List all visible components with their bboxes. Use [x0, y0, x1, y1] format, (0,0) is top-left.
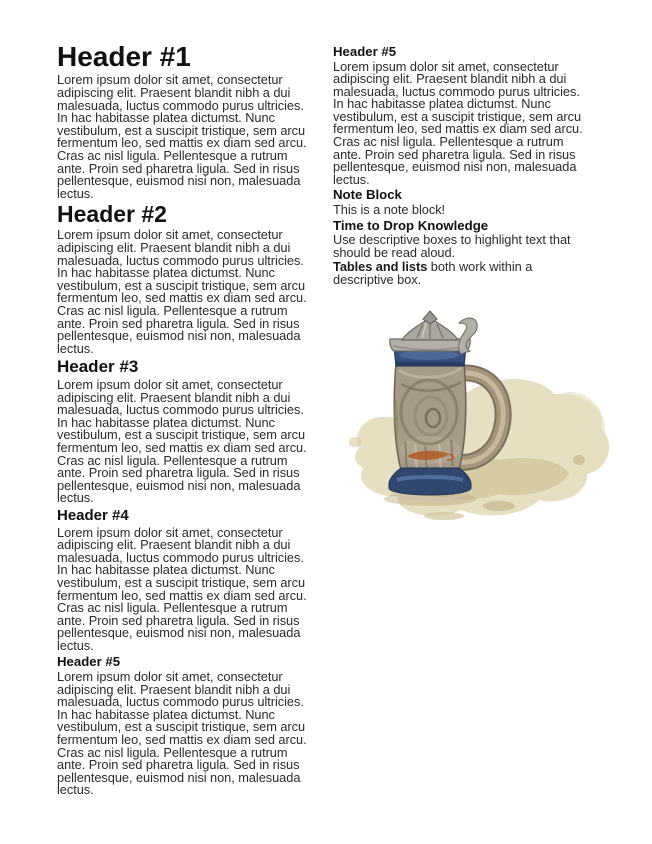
two-column-layout: [57, 42, 652, 799]
paragraph-4: Lorem ipsum dolor sit amet, consectetur adipiscing elit. Praesent blandit nibh a dui malesuada, luctus commodo purus ultricies. In hac habitasse platea dictumst. Nunc vestibulum, est a suscipit tristique, sem arcu fermentum leo, sed mattis ex diam sed arcu. Cras ac nisl ligula. Pellentesque a rutrum ante. Proin sed pharetra ligula. Sed in risus pellentesque, euismod nisi non, malesuada lectus.: [57, 524, 307, 653]
heading-4: Header #4: [57, 507, 129, 525]
note-block-title: Note Block: [333, 187, 402, 203]
knowledge-body: Use descriptive boxes to highlight text that should be read aloud.: [333, 232, 571, 260]
beer-stein-illustration: [349, 310, 619, 525]
paragraph-2: Lorem ipsum dolor sit amet, consectetur adipiscing elit. Praesent blandit nibh a dui malesuada, luctus commodo purus ultricies. In hac habitasse platea dictumst. Nunc vestibulum, est a suscipit tristique, sem arcu fermentum leo, sed mattis ex diam sed arcu. Cras ac nisl ligula. Pellentesque a rutrum ante. Proin sed pharetra ligula. Sed in risus pellentesque, euismod nisi non, malesuada lectus.: [57, 227, 307, 356]
knowledge-title: Time to Drop Knowledge: [333, 217, 489, 233]
paragraph-6: Lorem ipsum dolor sit amet, consectetur adipiscing elit. Praesent blandit nibh a dui malesuada, luctus commodo purus ultricies. In hac habitasse platea dictumst. Nunc vestibulum, est a suscipit tristique, sem arcu fermentum leo, sed mattis ex diam sed arcu. Cras ac nisl ligula. Pellentesque a rutrum ante. Proin sed pharetra ligula. Sed in risus pellentesque, euismod nisi non, malesuada lectus.: [333, 58, 583, 187]
tables-note-rest: both work within a descriptive box.: [333, 259, 533, 287]
heading-1: Header #1: [57, 41, 191, 72]
heading-3: Header #3: [57, 357, 139, 377]
heading-5-left: Header #5: [57, 654, 121, 670]
paragraph-3: Lorem ipsum dolor sit amet, consectetur adipiscing elit. Praesent blandit nibh a dui malesuada, luctus commodo purus ultricies. In hac habitasse platea dictumst. Nunc vestibulum, est a suscipit tristique, sem arcu fermentum leo, sed mattis ex diam sed arcu. Cras ac nisl ligula. Pellentesque a rutrum ante. Proin sed pharetra ligula. Sed in risus pellentesque, euismod nisi non, malesuada lectus.: [57, 377, 307, 506]
stein-figure: [349, 310, 619, 525]
left-column: [57, 42, 310, 799]
right-column: [333, 42, 591, 799]
tables-note: [333, 261, 591, 286]
note-block-body: This is a note block!: [333, 201, 446, 217]
paragraph-1: Lorem ipsum dolor sit amet, consectetur adipiscing elit. Praesent blandit nibh a dui malesuada, luctus commodo purus ultricies. In hac habitasse platea dictumst. Nunc vestibulum, est a suscipit tristique, sem arcu fermentum leo, sed mattis ex diam sed arcu. Cras ac nisl ligula. Pellentesque a rutrum ante. Proin sed pharetra ligula. Sed in risus pellentesque, euismod nisi non, malesuada lectus.: [57, 72, 307, 201]
heading-5-right: Header #5: [333, 44, 397, 59]
tables-note-bold: Tables and lists: [333, 259, 428, 275]
heading-2: Header #2: [57, 201, 167, 228]
paragraph-5: Lorem ipsum dolor sit amet, consectetur adipiscing elit. Praesent blandit nibh a dui malesuada, luctus commodo purus ultricies. In hac habitasse platea dictumst. Nunc vestibulum, est a suscipit tristique, sem arcu fermentum leo, sed mattis ex diam sed arcu. Cras ac nisl ligula. Pellentesque a rutrum ante. Proin sed pharetra ligula. Sed in risus pellentesque, euismod nisi non, malesuada lectus.: [57, 668, 307, 798]
